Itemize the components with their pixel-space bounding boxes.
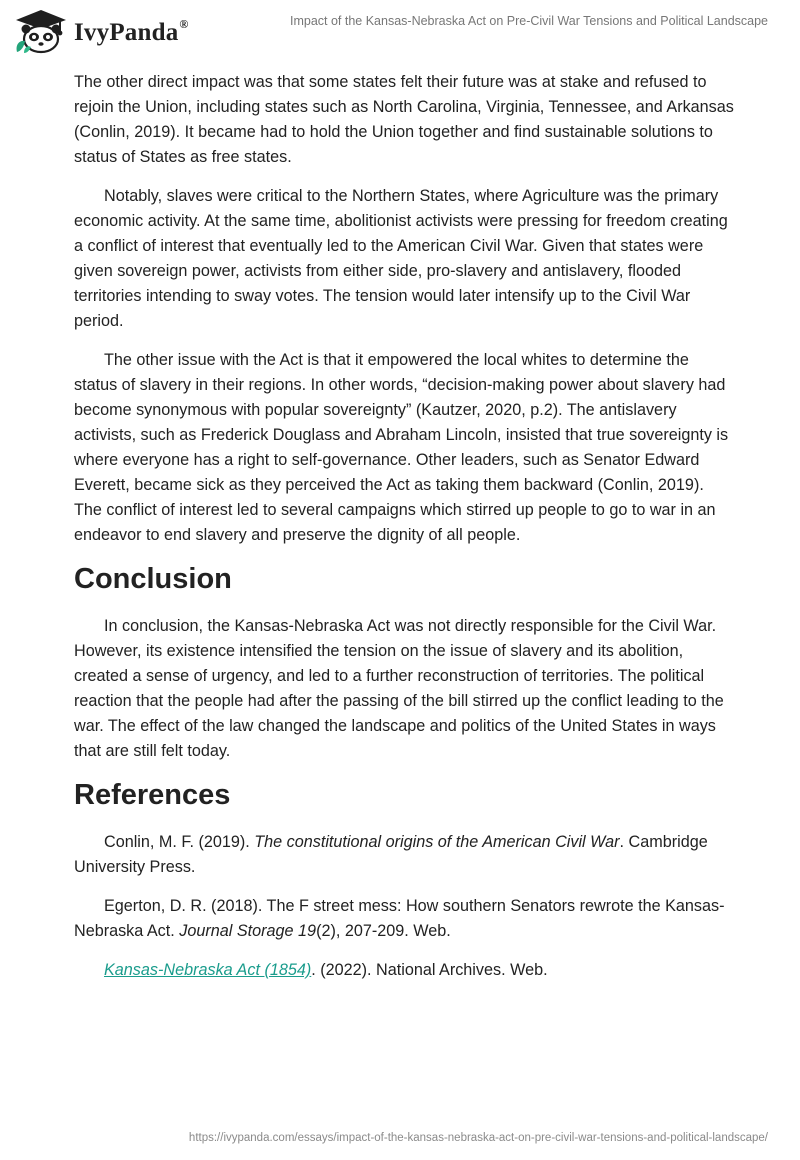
footer-url: https://ivypanda.com/essays/impact-of-the-kansas-nebraska-act-on-pre-civil-war-tensions-and-political-landscape/ xyxy=(188,1132,768,1144)
reference-item: Kansas-Nebraska Act (1854). (2022). National Archives. Web. xyxy=(104,961,548,979)
paragraph: The other direct impact was that some states felt their future was at stake and refused to rejoin the Union, including states such as North Carolina, Virginia, Tennessee, and Arkansas (Conlin, 2019). It became had to hold the Union together and find sustainable solutions to status of States as free states. xyxy=(74,73,734,166)
conclusion-heading: Conclusion xyxy=(74,563,232,595)
page-header xyxy=(0,0,800,60)
reference-title: Journal Storage 19 xyxy=(179,922,317,940)
brand-text: IvyPanda xyxy=(74,19,179,46)
reference-link[interactable]: Kansas-Nebraska Act (1854) xyxy=(104,961,312,979)
reference-title: The constitutional origins of the American Civil War xyxy=(254,833,620,851)
reference-item: Conlin, M. F. (2019). The constitutional origins of the American Civil War. Cambridge University Press. xyxy=(74,833,708,876)
reference-item: Egerton, D. R. (2018). The F street mess: How southern Senators rewrote the Kansas-Nebraska Act. Journal Storage 19(2), 207-209. Web. xyxy=(74,897,725,940)
conclusion-paragraph: In conclusion, the Kansas-Nebraska Act was not directly responsible for the Civil War. However, its existence intensified the tension on the issue of slavery and its abolition, created a sense of urgency, and led to a further reconstruction of territories. The political reaction that the people had after the passing of the bill stirred up the conflict leading to the war. The effect of the law changed the landscape and politics of the United States in ways that are still felt today. xyxy=(74,617,724,760)
panda-logo-icon[interactable] xyxy=(14,8,68,54)
essay-body xyxy=(74,70,734,997)
paragraph: Notably, slaves were critical to the Northern States, where Agriculture was the primary economic activity. At the same time, abolitionist activists were pressing for freedom creating a conflict of interest that eventually led to the American Civil War. Given that states were given sovereign power, activists from either side, pro-slavery and antislavery, flooded territories intending to sway votes. The tension would later intensify up to the Civil War period. xyxy=(74,187,728,330)
paragraph: The other issue with the Act is that it empowered the local whites to determine the status of slavery in their regions. In other words, “decision-making power about slavery had become synonymous with popular sovereignty” (Kautzer, 2020, p.2). The antislavery activists, such as Frederick Douglass and Abraham Lincoln, insisted that true sovereignty is where everyone has a right to self-governance. Other leaders, such as Senator Edward Everett, became sick as they perceived the Act as taking them backward (Conlin, 2019). The conflict of interest led to several campaigns which stirred up people to go to war in an endeavor to end slavery and preserve the dignity of all people. xyxy=(74,351,729,544)
registered-mark: ® xyxy=(179,17,189,31)
references-heading: References xyxy=(74,779,231,811)
brand-name[interactable] xyxy=(74,17,189,47)
document-title: Impact of the Kansas-Nebraska Act on Pre-Civil War Tensions and Political Landscape xyxy=(289,14,768,28)
